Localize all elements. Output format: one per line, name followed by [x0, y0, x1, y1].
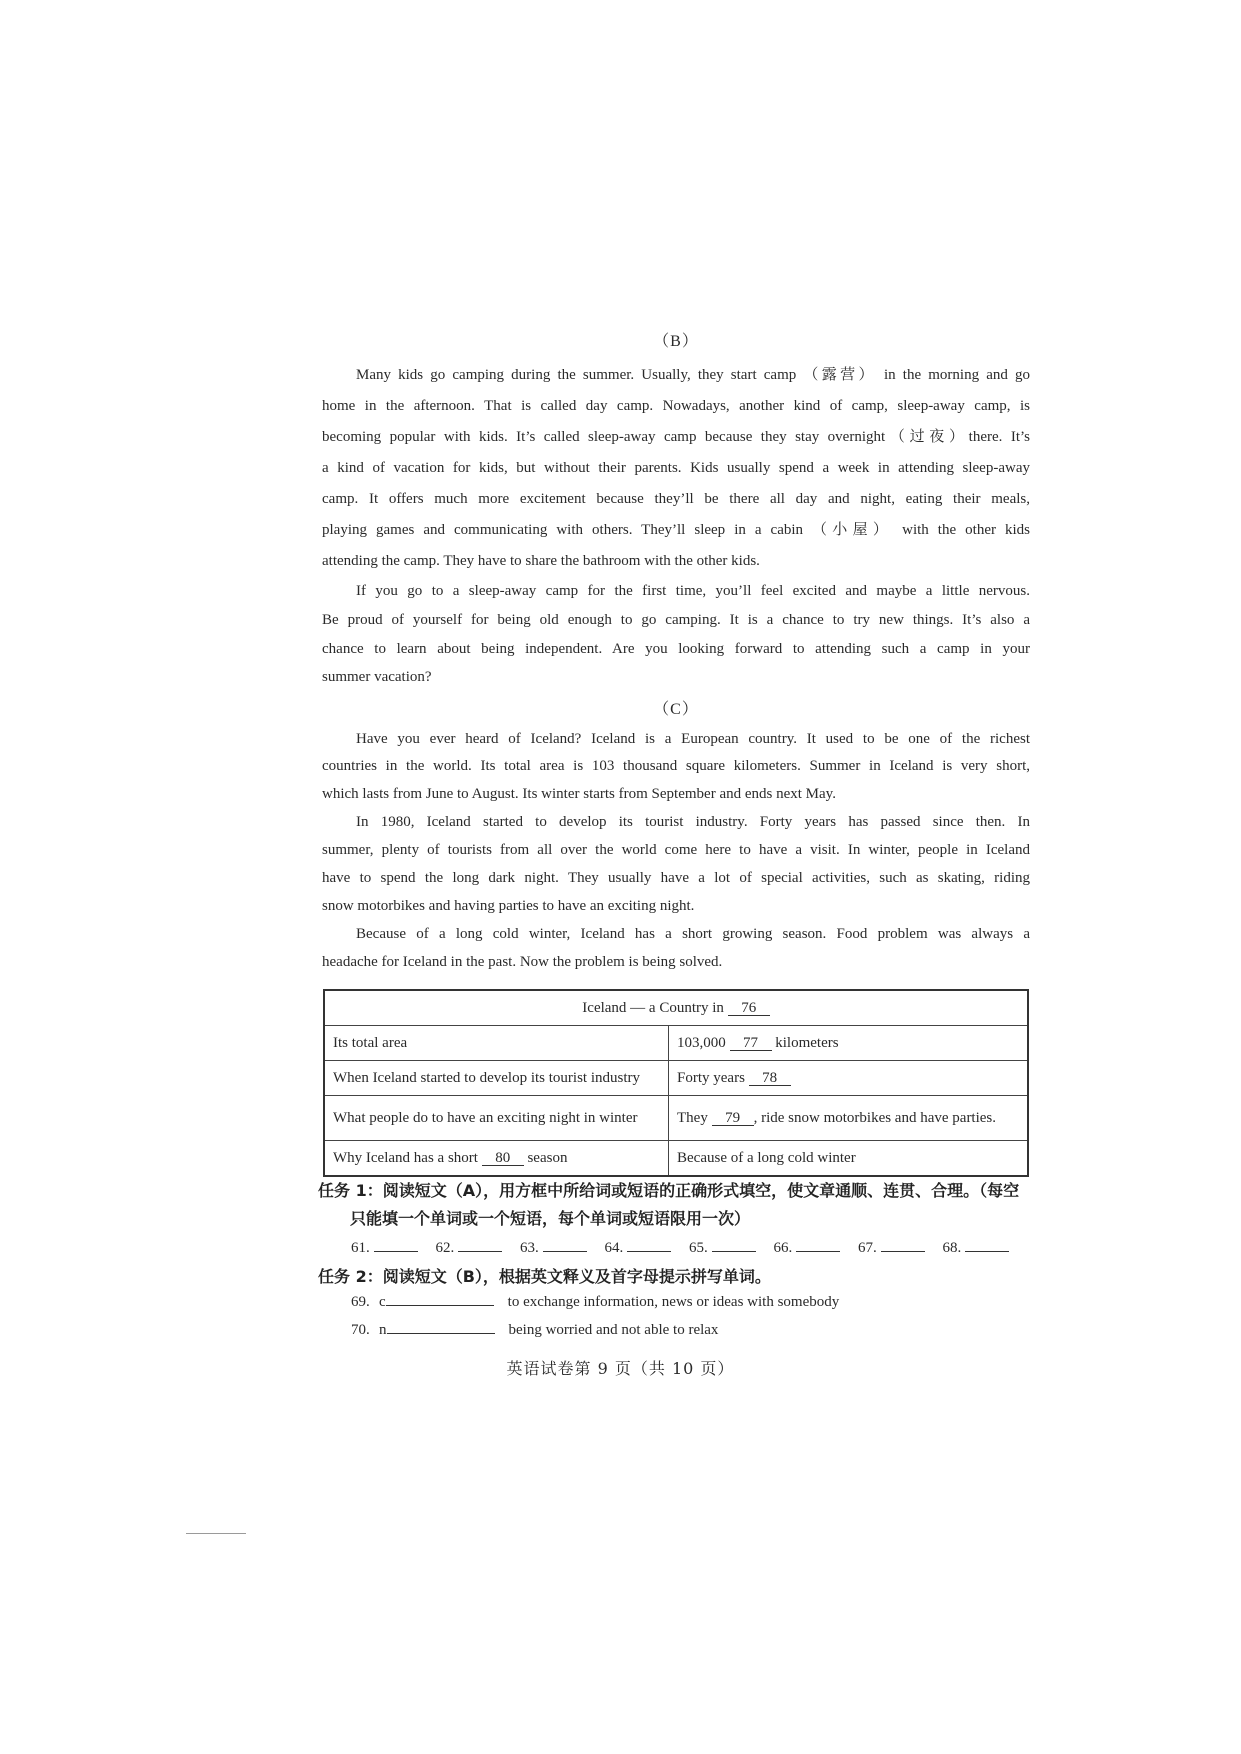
table-row [324, 1096, 1028, 1141]
table-caption-row [324, 990, 1028, 1026]
table-cell: 103,000 77 kilometers [669, 1026, 1029, 1061]
vocab-item-69: 69. c to exchange information, news or ideas with somebody [351, 1294, 840, 1310]
blank-78[interactable]: 78 [749, 1071, 791, 1086]
table-cell: They 79 , ride snow motorbikes and have parties. [669, 1096, 1029, 1141]
blank-79[interactable]: 79 [712, 1111, 754, 1126]
passage-c-line: countries in the world. Its total area is 103 thousand square kilometers. Summer in Iceland is very short, [322, 758, 1030, 774]
table-row [324, 1026, 1028, 1061]
blank-77[interactable]: 77 [730, 1036, 772, 1051]
task1-answer-blanks [351, 1240, 1023, 1257]
table-caption: Iceland — a Country in 76 [324, 990, 1028, 1026]
table-cell: Its total area [324, 1026, 669, 1061]
passage-c-line: In 1980, Iceland started to develop its tourist industry. Forty years has passed since then. In [356, 814, 1030, 830]
answer-66[interactable]: 66. [774, 1240, 841, 1257]
passage-b-line: chance to learn about being independent. Are you looking forward to attending such a camp in your [322, 641, 1030, 657]
answer-63[interactable]: 63. [520, 1240, 587, 1257]
passage-c-line: headache for Iceland in the past. Now the problem is being solved. [322, 954, 723, 970]
table-cell: What people do to have an exciting night in winter [324, 1096, 669, 1141]
answer-70[interactable] [387, 1323, 495, 1334]
answer-69[interactable] [386, 1295, 494, 1306]
passage-c-line: summer, plenty of tourists from all over the world come here to have a visit. In winter, people in Iceland [322, 842, 1030, 858]
table-cell: When Iceland started to develop its tourist industry [324, 1061, 669, 1096]
passage-c-line: Have you ever heard of Iceland? Iceland is a European country. It used to be one of the richest [356, 731, 1030, 747]
passage-b-line: playing games and communicating with others. They’ll sleep in a cabin （小屋） with the other kids [322, 522, 1030, 538]
passage-c-line: Because of a long cold winter, Iceland has a short growing season. Food problem was always a [356, 926, 1030, 942]
section-c-label: （C） [653, 701, 699, 718]
passage-b-line: Many kids go camping during the summer. Usually, they start camp （露营） in the morning and go [356, 367, 1030, 383]
passage-b-line: summer vacation? [322, 669, 432, 685]
passage-c-line: snow motorbikes and having parties to have an exciting night. [322, 898, 695, 914]
answer-67[interactable]: 67. [858, 1240, 925, 1257]
answer-64[interactable]: 64. [605, 1240, 672, 1257]
passage-b-line: camp. It offers much more excitement because they’ll be there all day and night, eating their meals, [322, 491, 1030, 507]
blank-80[interactable]: 80 [482, 1151, 524, 1166]
blank-76[interactable]: 76 [728, 1001, 770, 1016]
table-cell: Because of a long cold winter [669, 1141, 1029, 1177]
table-row [324, 1061, 1028, 1096]
answer-65[interactable]: 65. [689, 1240, 756, 1257]
answer-68[interactable]: 68. [943, 1240, 1010, 1257]
page-footer: 英语试卷第 9 页（共 10 页） [506, 1359, 735, 1378]
section-b-label: （B） [653, 333, 699, 350]
task1-instruction: 任务 1：阅读短文（A），用方框中所给词或短语的正确形式填空，使文章通顺、连贯、合理。（每空 [318, 1181, 1020, 1200]
iceland-info-table [323, 989, 1029, 1177]
passage-b-line: Be proud of yourself for being old enough to go camping. It is a chance to try new things. It’s also a [322, 612, 1030, 628]
task1-instruction-cont: 只能填一个单词或一个短语，每个单词或短语限用一次） [350, 1209, 751, 1228]
vocab-item-70: 70. n being worried and not able to relax [351, 1322, 719, 1338]
table-cell: Why Iceland has a short 80 season [324, 1141, 669, 1177]
passage-c-line: which lasts from June to August. Its winter starts from September and ends next May. [322, 786, 836, 802]
scan-divider [186, 1533, 246, 1534]
passage-b-line: a kind of vacation for kids, but without their parents. Kids usually spend a week in attending sleep-away [322, 460, 1030, 476]
table-cell: Forty years 78 [669, 1061, 1029, 1096]
passage-b-line: home in the afternoon. That is called day camp. Nowadays, another kind of camp, sleep-away camp, is [322, 398, 1030, 414]
passage-b-line: attending the camp. They have to share the bathroom with the other kids. [322, 553, 760, 569]
table-row [324, 1141, 1028, 1177]
passage-c-line: have to spend the long dark night. They usually have a lot of special activities, such as skating, riding [322, 870, 1030, 886]
passage-b-line: If you go to a sleep-away camp for the first time, you’ll feel excited and maybe a little nervous. [356, 583, 1030, 599]
answer-62[interactable]: 62. [436, 1240, 503, 1257]
task2-instruction: 任务 2：阅读短文（B），根据英文释义及首字母提示拼写单词。 [318, 1267, 771, 1286]
passage-b-line: becoming popular with kids. It’s called sleep-away camp because they stay overnight（过夜）there. It’s [322, 429, 1030, 445]
answer-61[interactable]: 61. [351, 1240, 418, 1257]
